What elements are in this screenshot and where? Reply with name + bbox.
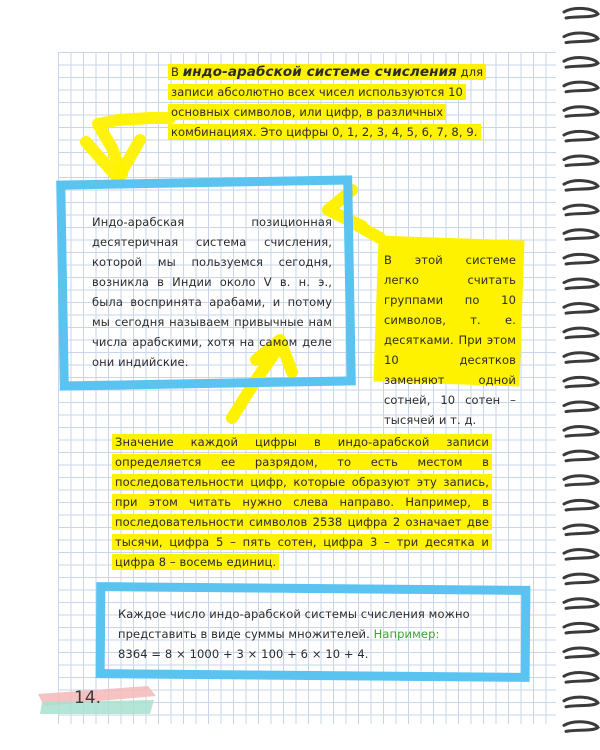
spiral-ring	[564, 8, 598, 18]
spiral-ring	[564, 722, 598, 732]
spiral-ring	[564, 230, 598, 240]
spiral-ring	[564, 451, 598, 461]
sum-text: Каждое число индо-арабской системы счисления можно представить в виде суммы множителей.	[118, 607, 470, 641]
spiral-ring	[564, 181, 598, 191]
spiral-ring	[564, 33, 598, 43]
place-value-text: Значение каждой цифры в индо-арабской записи определяется ее разрядом, то есть местом в последовательности цифр, которые образуют эту запись, при этом читать нужно слева направо. Например, в последовательности символов 2538 цифра 2 означает две тысячи, цифра 5 – пять сотен, цифра 3 – три десятка и цифра 8 – восемь единиц.	[112, 434, 492, 570]
spiral-ring	[564, 574, 598, 584]
spiral-ring	[564, 353, 598, 363]
spiral-ring	[564, 550, 598, 560]
sum-formula: 8364 = 8 × 1000 + 3 × 100 + 6 × 10 + 4.	[118, 647, 369, 661]
spiral-ring	[564, 107, 598, 117]
history-text: Индо-арабская позиционная десятеричная система счисления, которой мы пользуемся сегодня, возникла в Индии около V в. н. э., была воспринята арабами, и потому мы сегодня называем привычные нам числа арабскими, хотя на самом деле они индийские.	[92, 215, 332, 369]
spiral-ring	[564, 82, 598, 92]
groups-text: В этой системе легко считать группами по 10 символов, т. е. десятками. При этом 10 десятков заменяют одной сотней, 10 сотен – тысячей и т. д.	[384, 253, 516, 427]
intro-paragraph	[168, 62, 486, 142]
spiral-ring	[564, 377, 598, 387]
spiral-ring	[564, 131, 598, 141]
groups-paragraph	[384, 250, 516, 430]
intro-after: для записи абсолютно всех чисел используются 10 основных символов, или цифр, в различных комбинациях. Это цифры 0, 1, 2, 3, 4, 5, 6, 7, 8, 9.	[171, 65, 484, 139]
spiral-ring	[564, 58, 598, 68]
spiral-ring	[564, 254, 598, 264]
spiral-ring	[564, 304, 598, 314]
spiral-ring	[564, 599, 598, 609]
history-paragraph	[92, 212, 332, 372]
spiral-ring	[564, 697, 598, 707]
spiral-ring	[564, 279, 598, 289]
intro-term: индо-арабской системе счисления	[182, 64, 457, 80]
page-number: 14.	[74, 688, 102, 708]
spiral-ring	[564, 402, 598, 412]
spiral-ring	[564, 525, 598, 535]
example-label: Например:	[373, 627, 440, 641]
spiral-ring	[564, 673, 598, 683]
spiral-ring	[564, 427, 598, 437]
spiral-ring	[564, 648, 598, 658]
spiral-ring	[564, 156, 598, 166]
spiral-ring	[564, 205, 598, 215]
place-value-paragraph	[112, 432, 492, 572]
sum-paragraph	[118, 604, 510, 664]
spiral-ring	[564, 623, 598, 633]
spiral-binding	[560, 0, 600, 750]
spiral-ring	[564, 328, 598, 338]
spiral-ring	[564, 476, 598, 486]
intro-before: В	[171, 65, 183, 79]
spiral-ring	[564, 500, 598, 510]
